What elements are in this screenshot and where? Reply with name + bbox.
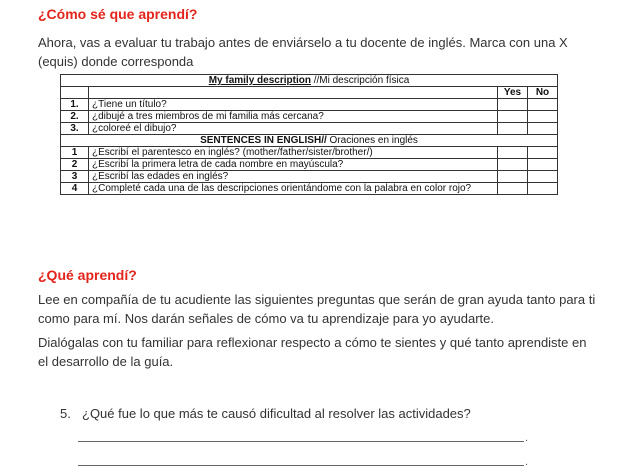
- criterion-text: ¿dibujé a tres miembros de mi familia más cercana?: [89, 111, 498, 123]
- no-checkbox-cell[interactable]: [528, 123, 558, 135]
- table-header-row: [61, 87, 558, 99]
- section-heading-como-se: ¿Cómo sé que aprendí?: [38, 6, 198, 22]
- instructions-paragraph-2: Dialógalas con tu familiar para reflexionar respecto a cómo te sientes y qué tanto aprendiste en el desarrollo de la guía.: [38, 335, 587, 369]
- criterion-text: ¿Escribí las edades en inglés?: [89, 171, 498, 183]
- no-checkbox-cell[interactable]: [528, 183, 558, 195]
- column-header-no: No: [528, 87, 558, 99]
- yes-checkbox-cell[interactable]: [498, 99, 528, 111]
- criterion-text: ¿Escribí el parentesco en inglés? (mother/father/sister/brother/): [89, 147, 498, 159]
- yes-checkbox-cell[interactable]: [498, 111, 528, 123]
- table-row: 2. ¿dibujé a tres miembros de mi familia más cercana?: [61, 111, 558, 123]
- column-header-yes: Yes: [498, 87, 528, 99]
- table-subheading: SENTENCES IN ENGLISH// Oraciones en inglés: [61, 135, 558, 147]
- yes-checkbox-cell[interactable]: [498, 171, 528, 183]
- section-heading-que-aprendi: ¿Qué aprendí?: [38, 267, 137, 283]
- yes-checkbox-cell[interactable]: [498, 159, 528, 171]
- instructions-paragraph-1: Lee en compañía de tu acudiente las siguientes preguntas que serán de gran ayuda tanto para ti como para mí. Nos darán señales de cómo va tu aprendizaje para yo ayudarte.: [38, 292, 596, 326]
- answer-line-1[interactable]: [78, 441, 524, 442]
- table-row: 4 ¿Completé cada una de las descripciones orientándome con la palabra en color rojo?: [61, 183, 558, 195]
- question-text: ¿Qué fue lo que más te causó dificultad al resolver las actividades?: [82, 406, 471, 421]
- table-title-row: [61, 75, 558, 87]
- no-checkbox-cell[interactable]: [528, 159, 558, 171]
- table-row: 1 ¿Escribí el parentesco en inglés? (mother/father/sister/brother/): [61, 147, 558, 159]
- table-row: 2 ¿Escribí la primera letra de cada nombre en mayúscula?: [61, 159, 558, 171]
- question-number: 5.: [60, 406, 71, 421]
- yes-checkbox-cell[interactable]: [498, 183, 528, 195]
- question-5: [60, 406, 471, 421]
- criterion-text: ¿coloreé el dibujo?: [89, 123, 498, 135]
- yes-checkbox-cell[interactable]: [498, 147, 528, 159]
- answer-line-end-2: .: [525, 456, 529, 468]
- answer-line-2[interactable]: [78, 465, 524, 466]
- self-evaluation-table: [60, 74, 558, 195]
- criterion-text: ¿Completé cada una de las descripciones orientándome con la palabra en color rojo?: [89, 183, 498, 195]
- answer-line-end-1: .: [525, 432, 529, 444]
- intro-paragraph: Ahora, vas a evaluar tu trabajo antes de enviárselo a tu docente de inglés. Marca con una X (equis) donde corresponda: [38, 35, 568, 69]
- no-checkbox-cell[interactable]: [528, 99, 558, 111]
- table-row: 1. ¿Tiene un título?: [61, 99, 558, 111]
- table-subheading-row: [61, 135, 558, 147]
- no-checkbox-cell[interactable]: [528, 171, 558, 183]
- criterion-text: ¿Tiene un título?: [89, 99, 498, 111]
- no-checkbox-cell[interactable]: [528, 111, 558, 123]
- table-row: 3 ¿Escribí las edades en inglés?: [61, 171, 558, 183]
- no-checkbox-cell[interactable]: [528, 147, 558, 159]
- table-row: 3. ¿coloreé el dibujo?: [61, 123, 558, 135]
- table-title: My family description //Mi descripción física: [61, 75, 558, 87]
- yes-checkbox-cell[interactable]: [498, 123, 528, 135]
- criterion-text: ¿Escribí la primera letra de cada nombre en mayúscula?: [89, 159, 498, 171]
